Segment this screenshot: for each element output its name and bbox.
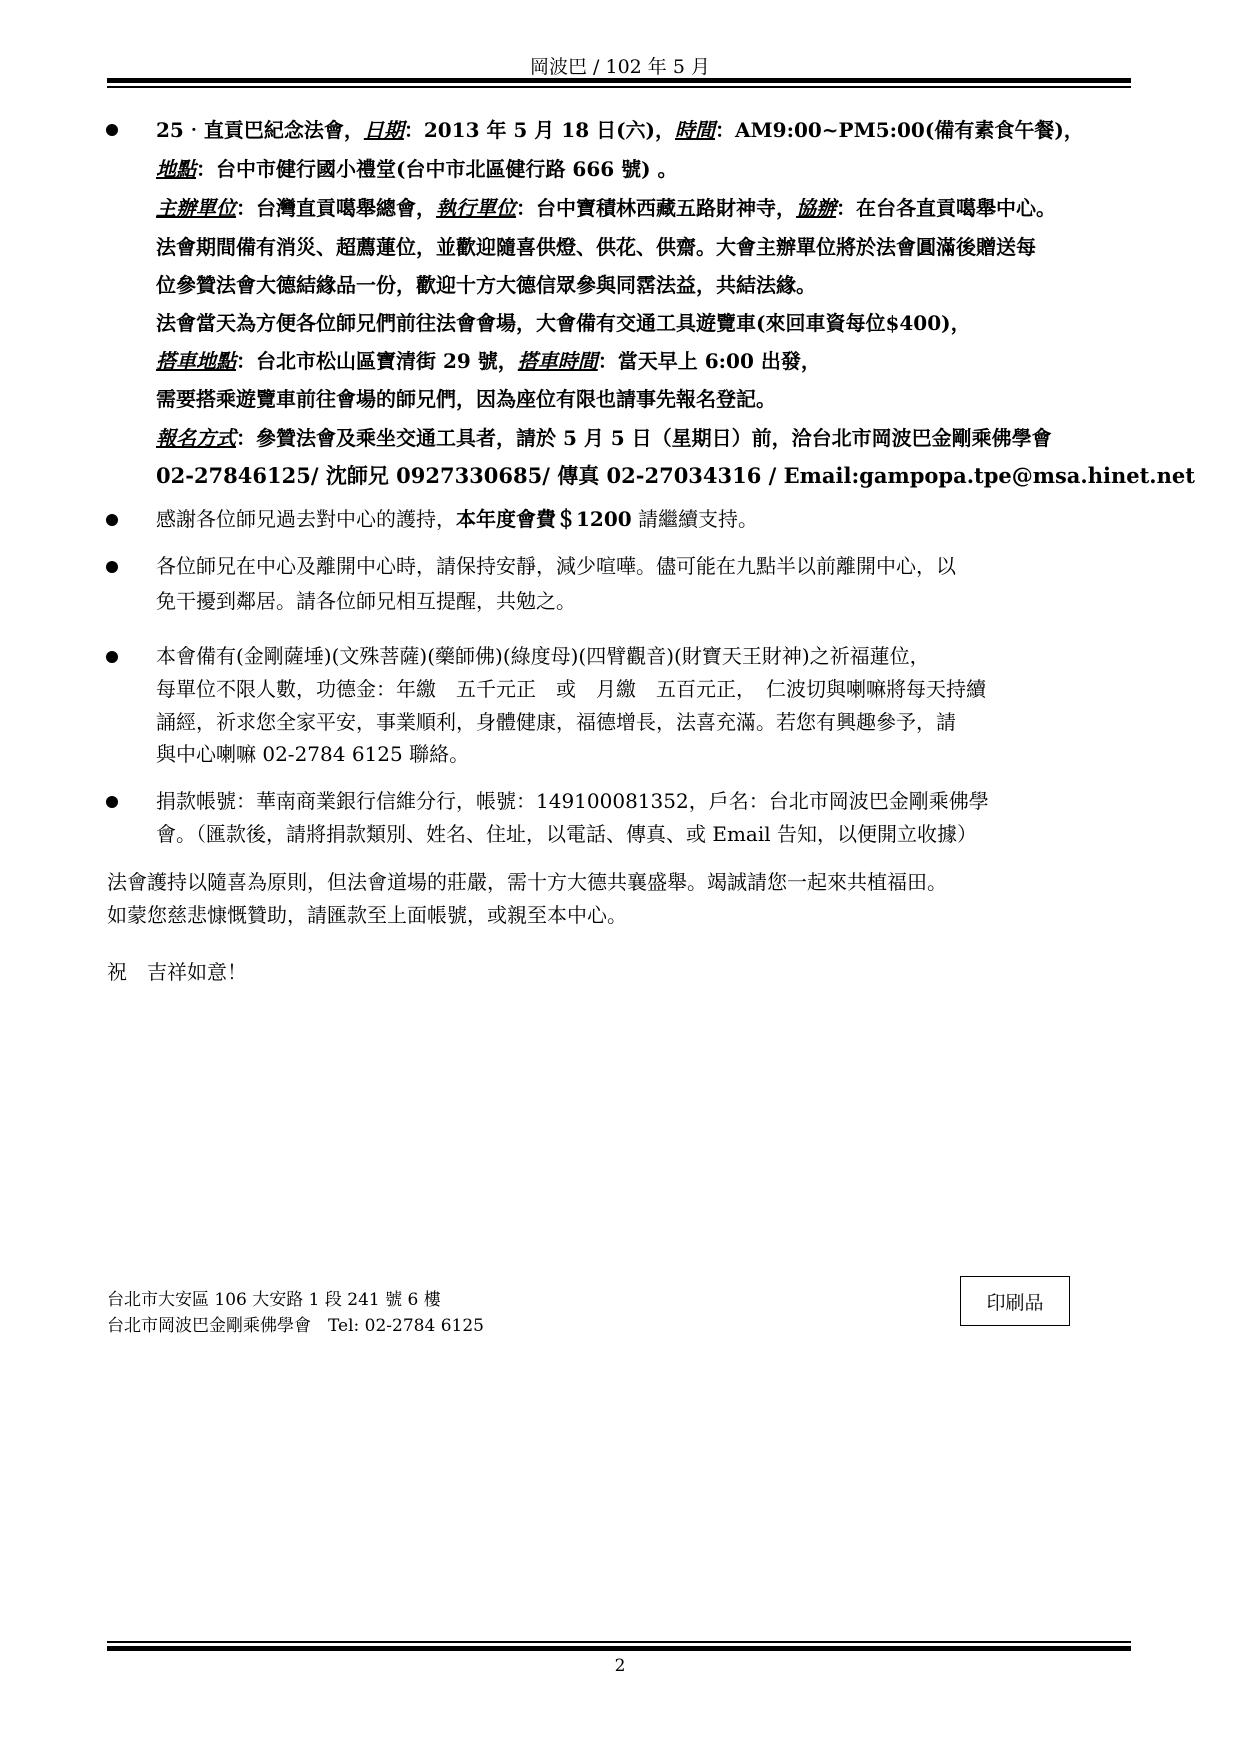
header-rule-thick: [107, 78, 1131, 83]
event-line-3: [156, 198, 1056, 218]
quiet-line-1: 各位師兄在中心及離開中心時，請保持安靜，減少喧嘩。儘可能在九點半以前離開中心，以: [156, 554, 956, 578]
co-organizer-label: 協辦: [796, 196, 836, 220]
bullet-dot: [106, 651, 118, 663]
bullet-dot: [106, 561, 118, 573]
bullet-dot: [106, 514, 118, 526]
donation-line-2: 會。（匯款後，請將捐款類別、姓名、住址，以電話、傳真、或 Email 告知，以便開立收據）: [156, 822, 977, 846]
event-time: ：AM9:00~PM5:00(備有素食午餐)，: [715, 118, 1084, 142]
event-line-1: [156, 120, 1084, 140]
time-label: 時間: [675, 118, 715, 142]
annual-fee: 本年度會費＄1200: [456, 507, 632, 531]
organizer: ：台灣直貢噶舉總會，: [236, 196, 436, 220]
printed-matter-stamp: 印刷品: [960, 1276, 1070, 1326]
date-label: 日期: [363, 118, 404, 142]
registration-text: ：參贊法會及乘坐交通工具者，請於 5 月 5 日（星期日）前，洽台北市岡波巴金剛乘佛學會: [236, 426, 1052, 450]
footer-rule-thick: [107, 1646, 1131, 1651]
lotus-line-3: 誦經，祈求您全家平安，事業順利，身體健康，福德增長，法喜充滿。若您有興趣參予，請: [156, 710, 956, 734]
event-line-9: [156, 428, 1052, 448]
event-line-2: [156, 159, 678, 179]
co-organizer: ：在台各直貢噶舉中心。: [836, 196, 1056, 220]
bus-time-label: 搭車時間: [517, 349, 598, 373]
event-date: ：2013 年 5 月 18 日(六)，: [403, 118, 675, 142]
closing-line-1: 法會護持以隨喜為原則，但法會道場的莊嚴，需十方大德共襄盛舉。竭誠請您一起來共植福田。: [107, 870, 947, 894]
event-line-5: 位參贊法會大德結緣品一份，歡迎十方大德信眾參與同霑法益，共結法緣。: [156, 273, 816, 297]
fee-outro: 請繼續支持。: [631, 507, 759, 531]
header-rule-thin: [107, 86, 1131, 88]
event-line-7: [156, 351, 821, 371]
page-header: 岡波巴 / 102 年 5 月: [530, 56, 710, 78]
lotus-line-4: 與中心喇嘛 02-2784 6125 聯絡。: [156, 742, 470, 766]
bus-location: ：台北市松山區寶清街 29 號，: [236, 349, 518, 373]
donation-line-1: 捐款帳號：華南商業銀行信維分行，帳號：149100081352，戶名：台北市岡波巴金剛乘佛學: [156, 789, 989, 813]
footer-organization: 台北市岡波巴金剛乘佛學會 Tel: 02-2784 6125: [107, 1316, 484, 1336]
lotus-line-1: 本會備有(金剛薩埵)(文殊菩薩)(藥師佛)(綠度母)(四臂觀音)(財寶天王財神)之祈福蓮位，: [156, 644, 930, 668]
blessing: 祝 吉祥如意！: [107, 960, 247, 984]
page-number: 2: [614, 1656, 626, 1676]
footer-rule-thin: [107, 1641, 1131, 1643]
closing-line-2: 如蒙您慈悲慷慨贊助，請匯款至上面帳號，或親至本中心。: [107, 903, 627, 927]
executor-label: 執行單位: [436, 196, 516, 220]
event-contact-line: 02-27846125/ 沈師兄 0927330685/ 傳真 02-27034316 / Email:gampopa.tpe@msa.hinet.net: [156, 463, 1195, 488]
event-title: 25‧直貢巴紀念法會，: [156, 118, 364, 142]
bus-location-label: 搭車地點: [156, 349, 236, 373]
bus-time: ：當天早上 6:00 出發，: [597, 349, 821, 373]
bullet-dot: [106, 124, 118, 136]
fee-line: [156, 509, 758, 529]
event-line-4: 法會期間備有消災、超薦蓮位，並歡迎隨喜供燈、供花、供齋。大會主辦單位將於法會圓滿後贈送每: [156, 235, 1036, 259]
registration-label: 報名方式: [156, 426, 236, 450]
organizer-label: 主辦單位: [156, 196, 236, 220]
event-line-6: 法會當天為方便各位師兄們前往法會會場，大會備有交通工具遊覽車(來回車資每位$400)，: [156, 311, 971, 335]
event-location: ：台中市健行國小禮堂(台中市北區健行路 666 號) 。: [196, 157, 678, 181]
event-line-8: 需要搭乘遊覽車前往會場的師兄們，因為座位有限也請事先報名登記。: [156, 387, 776, 411]
fee-intro: 感謝各位師兄過去對中心的護持，: [156, 507, 456, 531]
lotus-line-2: 每單位不限人數，功德金：年繳 五千元正 或 月繳 五百元正， 仁波切與喇嘛將每天持續: [156, 677, 986, 701]
executor: ：台中寶積林西藏五路財神寺，: [516, 196, 796, 220]
location-label: 地點: [156, 157, 196, 181]
footer-address: 台北市大安區 106 大安路 1 段 241 號 6 樓: [107, 1290, 441, 1310]
bullet-dot: [106, 796, 118, 808]
quiet-line-2: 免干擾到鄰居。請各位師兄相互提醒，共勉之。: [156, 589, 576, 613]
